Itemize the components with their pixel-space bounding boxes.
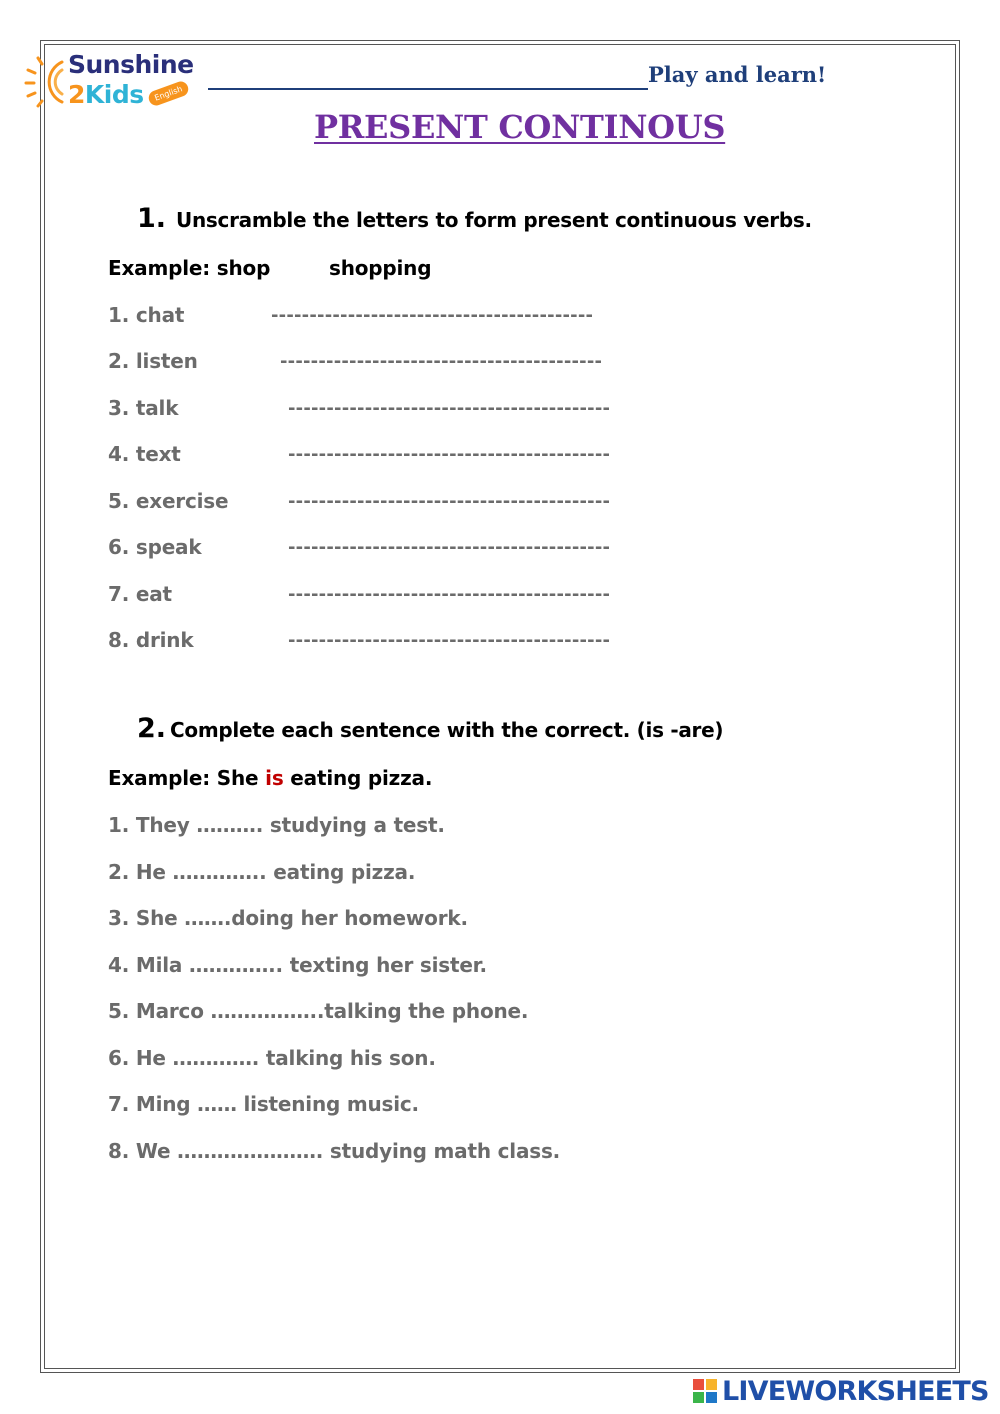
example-answer-is: is [265, 766, 284, 790]
verb-item: 7. eat [108, 582, 172, 606]
page-title: PRESENT CONTINOUS [314, 108, 726, 146]
verb-item: 4. text [108, 442, 181, 466]
section-1-number: 1. [137, 203, 167, 234]
sentence-item[interactable]: 2. He ………….. eating pizza. [108, 860, 416, 884]
liveworksheets-logo-icon [692, 1378, 718, 1404]
answer-blank-line[interactable]: ------------------------------------------ [288, 630, 611, 651]
answer-blank-line[interactable]: ------------------------------------------ [288, 537, 611, 558]
verb-item: 3. talk [108, 396, 179, 420]
example-answer: shopping [329, 256, 432, 280]
sunshine-2kids-logo [24, 48, 194, 118]
answer-blank-line[interactable]: ------------------------------------------ [288, 398, 611, 419]
page-border-inner [44, 44, 956, 1369]
section-2-example: Example: She is eating pizza. [108, 766, 433, 790]
answer-blank-line[interactable]: ------------------------------------------ [288, 444, 611, 465]
verb-item: 8. drink [108, 628, 194, 652]
verb-item: 2. listen [108, 349, 198, 373]
section-2-number: 2. [137, 713, 167, 744]
section-1-heading [137, 203, 812, 234]
example-word: Example: shop [108, 256, 271, 280]
header-underline [208, 88, 648, 90]
logo-2kids-text: 2Kids [68, 80, 144, 109]
sun-icon [24, 52, 68, 108]
section-1-instruction: Unscramble the letters to form present continuous verbs. [176, 208, 812, 232]
verb-item: 1. chat [108, 303, 185, 327]
logo-english-badge: English [147, 79, 191, 107]
section-1-example [108, 256, 432, 280]
logo-sunshine-text: Sunshine [68, 50, 194, 79]
sentence-item[interactable]: 6. He …………. talking his son. [108, 1046, 436, 1070]
sentence-item[interactable]: 1. They ………. studying a test. [108, 813, 445, 837]
verb-item: 6. speak [108, 535, 202, 559]
sentence-item[interactable]: 7. Ming …… listening music. [108, 1092, 419, 1116]
section-2-instruction: Complete each sentence with the correct. (is -are) [170, 718, 724, 742]
section-2-heading [137, 713, 723, 744]
answer-blank-line[interactable]: ------------------------------------------ [280, 351, 603, 372]
answer-blank-line[interactable]: ------------------------------------------ [271, 305, 594, 326]
sentence-item[interactable]: 8. We …………………. studying math class. [108, 1139, 561, 1163]
sentence-item[interactable]: 3. She …….doing her homework. [108, 906, 468, 930]
verb-item: 5. exercise [108, 489, 229, 513]
liveworksheets-text: LIVEWORKSHEETS [722, 1375, 989, 1407]
answer-blank-line[interactable]: ------------------------------------------ [288, 491, 611, 512]
sentence-item[interactable]: 4. Mila ………….. texting her sister. [108, 953, 487, 977]
sentence-item[interactable]: 5. Marco ……………..talking the phone. [108, 999, 529, 1023]
tagline: Play and learn! [648, 62, 827, 87]
answer-blank-line[interactable]: ------------------------------------------ [288, 584, 611, 605]
liveworksheets-brand [692, 1374, 989, 1408]
